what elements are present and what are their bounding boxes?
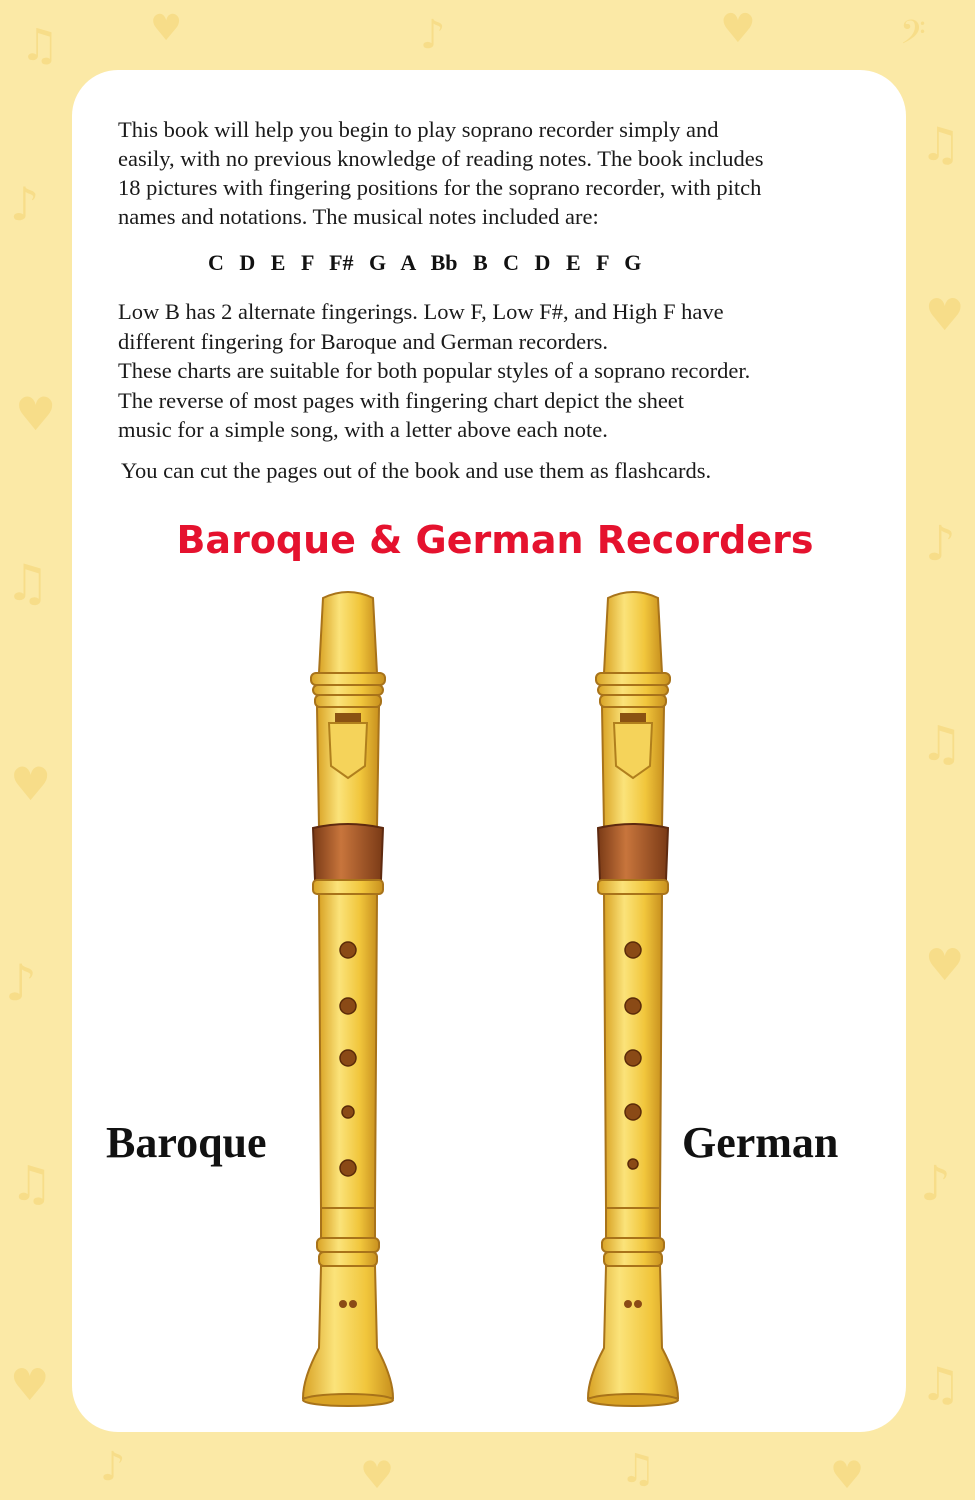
info-line: These charts are suitable for both popular styles of a soprano recorder. — [118, 358, 751, 383]
intro-line: 18 pictures with fingering positions for the soprano recorder, with pitch — [118, 175, 762, 200]
baroque-label: Baroque — [106, 1118, 267, 1167]
intro-line: names and notations. The musical notes included are: — [118, 204, 599, 229]
svg-text:♫: ♫ — [20, 20, 60, 71]
german-label: German — [682, 1118, 839, 1167]
baroque-recorder-illustration — [293, 588, 403, 1408]
svg-text:♥: ♥ — [10, 1360, 50, 1411]
section-heading: Baroque & German Recorders — [176, 518, 814, 562]
svg-text:♫: ♫ — [10, 1156, 54, 1212]
svg-text:♥: ♥ — [925, 290, 965, 341]
svg-text:♪: ♪ — [100, 1444, 126, 1490]
german-recorder-illustration — [578, 588, 688, 1408]
info-line: different fingering for Baroque and German recorders. — [118, 328, 609, 354]
svg-text:♫: ♫ — [920, 716, 964, 772]
svg-text:♪: ♪ — [920, 1156, 951, 1212]
svg-text:𝄢: 𝄢 — [900, 14, 926, 60]
svg-text:♥: ♥ — [360, 1453, 395, 1497]
intro-line: This book will help you begin to play soprano recorder simply and — [118, 117, 719, 142]
svg-text:♪: ♪ — [10, 177, 40, 231]
info-line: The reverse of most pages with fingering chart depict the sheet — [118, 387, 685, 413]
svg-text:♪: ♪ — [420, 12, 446, 58]
svg-text:♪: ♪ — [925, 516, 956, 572]
svg-text:♫: ♫ — [920, 117, 962, 171]
notes-list: C D E F F# G A Bb B C D E F G — [208, 250, 642, 275]
info-line: Low B has 2 alternate fingerings. Low F, Low F#, and High F have — [118, 299, 724, 324]
svg-text:♥: ♥ — [15, 387, 57, 441]
svg-text:♫: ♫ — [920, 1357, 962, 1411]
fingering-info-paragraph — [118, 297, 878, 445]
svg-text:♪: ♪ — [5, 954, 37, 1012]
svg-text:♥: ♥ — [10, 757, 52, 811]
svg-text:♫: ♫ — [620, 1446, 656, 1492]
intro-paragraph — [118, 115, 868, 231]
svg-text:♥: ♥ — [150, 8, 183, 49]
svg-text:♥: ♥ — [830, 1453, 865, 1497]
svg-text:♥: ♥ — [720, 6, 756, 52]
flashcard-note: You can cut the pages out of the book and use them as flashcards. — [121, 458, 712, 483]
svg-text:♥: ♥ — [925, 940, 965, 991]
intro-line: easily, with no previous knowledge of reading notes. The book includes — [118, 146, 764, 171]
svg-text:♫: ♫ — [5, 554, 50, 612]
info-line: music for a simple song, with a letter above each note. — [118, 417, 608, 442]
